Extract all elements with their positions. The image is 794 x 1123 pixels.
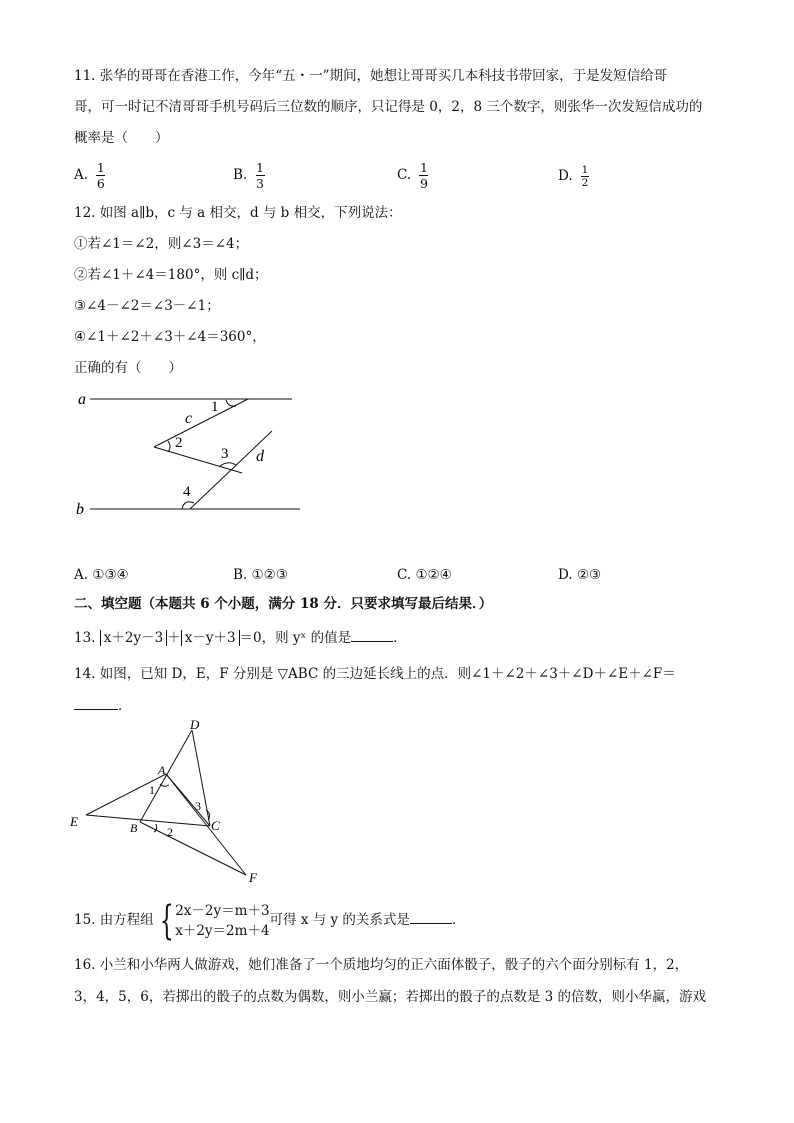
q12-option-a[interactable] — [74, 565, 129, 585]
label-1: 1 — [149, 783, 155, 797]
q15-line — [74, 897, 466, 944]
option-letter: D. — [558, 168, 573, 184]
q12-option-d[interactable] — [558, 565, 601, 585]
period: ． — [451, 912, 466, 928]
option-letter: C. — [397, 167, 412, 183]
label-d: D — [190, 717, 200, 732]
fraction: $\frac{1}{9}$ — [419, 160, 428, 191]
line-e-c — [86, 815, 210, 826]
option-letter: A. — [74, 167, 89, 183]
angle-3-arc — [220, 463, 236, 466]
option-letter: A. — [74, 567, 89, 583]
label-b: B — [130, 821, 138, 835]
label-4: 4 — [183, 484, 191, 500]
angle-1-arc — [226, 400, 236, 406]
answer-blank[interactable] — [74, 695, 118, 710]
label-f: F — [249, 870, 257, 885]
angle-4-arc — [182, 502, 194, 509]
q11-option-c[interactable] — [397, 160, 428, 191]
abs-value-2: x－y＋3 — [181, 630, 240, 646]
option-text: ②③ — [576, 567, 602, 583]
equation-1: 2x－2y＝m＋3 — [175, 902, 270, 919]
abs-value-1: x＋2y－3 — [100, 630, 167, 646]
q12-figure — [70, 385, 320, 525]
q11-option-a[interactable] — [74, 160, 105, 191]
angle-2-arc — [154, 824, 157, 832]
fraction: $\frac{1}{2}$ — [581, 164, 589, 189]
period: ． — [118, 698, 132, 714]
q16-line-2: 3，4，5，6，若掷出的骰子的点数为偶数，则小兰赢；若掷出的骰子的点数是 3 的倍数，则小华赢，游戏 — [74, 989, 707, 1005]
question-number: 13. — [74, 630, 96, 646]
option-letter: C. — [397, 567, 412, 583]
label-e: E — [70, 814, 78, 829]
label-a: A — [158, 763, 166, 777]
label-2: 2 — [167, 825, 173, 839]
q11-line-3: 概率是（ ） — [74, 130, 169, 146]
label-3: 3 — [221, 446, 229, 462]
option-letter: D. — [558, 567, 573, 583]
q12-intro: 12. 如图 a∥b，c 与 a 相交，d 与 b 相交，下列说法： — [74, 205, 402, 221]
line-a-f — [166, 774, 246, 875]
option-letter: B. — [233, 567, 248, 583]
line-segment — [154, 447, 242, 473]
section-heading: 二、填空题（本题共 6 个小题，满分 18 分．只要求填写最后结果．） — [74, 596, 493, 612]
brace: { — [159, 897, 174, 944]
equation-system — [154, 897, 270, 944]
q14-line-1: 14. 如图，已知 D，E，F 分别是 ▽ABC 的三边延长线上的点．则∠1＋∠2＋∠3＋∠D＋∠E＋∠F＝ — [74, 666, 676, 682]
q11-line-1: 11. 张华的哥哥在香港工作，今年“五・一”期间，她想让哥哥买几本科技书带回家，于是发短信给哥 — [74, 68, 668, 84]
label-c: C — [211, 818, 220, 833]
q15-suffix: 可得 x 与 y 的关系式是 — [269, 912, 410, 928]
label-c: c — [185, 410, 193, 427]
label-d: d — [256, 448, 264, 465]
q11-option-b[interactable] — [233, 160, 265, 191]
q13-line — [74, 627, 407, 648]
option-text: ①②③ — [251, 567, 288, 583]
option-letter: B. — [233, 167, 248, 183]
q11-option-d[interactable] — [558, 164, 589, 189]
q12-statement-1: ①若∠1＝∠2，则∠3＝∠4； — [74, 236, 249, 252]
angle-2-arc — [168, 441, 170, 452]
q12-statement-3: ③∠4－∠2＝∠3－∠1； — [74, 298, 220, 314]
q15-prefix: 15. 由方程组 — [74, 912, 154, 928]
q12-statement-4: ④∠1＋∠2＋∠3＋∠4＝360°， — [74, 329, 266, 345]
q13-text: ＝0，则 yˣ 的值是 — [239, 630, 352, 646]
q11-line-2: 哥，可一时记不清哥哥手机号码后三位数的顺序，只记得是 0，2，8 三个数字，则张华一次发短信成功的 — [74, 99, 703, 115]
label-3: 3 — [195, 799, 201, 813]
label-2: 2 — [175, 435, 183, 451]
label-b: b — [76, 501, 84, 518]
equation-2: x＋2y＝2m＋4 — [175, 922, 270, 939]
plus-sign: ＋ — [167, 630, 181, 646]
option-text: ①③④ — [92, 567, 129, 583]
q12-statement-2: ②若∠1＋∠4＝180°，则 c∥d； — [74, 267, 268, 283]
q14-figure — [66, 712, 276, 887]
q16-line-1: 16. 小兰和小华两人做游戏，她们准备了一个质地均匀的正六面体骰子，骰子的六个面分别标有 1，2， — [74, 957, 689, 973]
label-a: a — [78, 391, 86, 408]
answer-blank[interactable] — [351, 627, 393, 642]
fraction: $\frac{1}{3}$ — [256, 160, 264, 191]
line-d — [190, 431, 272, 509]
q12-option-c[interactable] — [397, 565, 452, 585]
line-b-d — [140, 730, 192, 822]
q12-prompt: 正确的有（ ） — [74, 360, 182, 376]
answer-blank[interactable] — [410, 909, 452, 924]
option-text: ①②④ — [415, 567, 452, 583]
period: ． — [393, 630, 407, 646]
fraction: $\frac{1}{6}$ — [96, 160, 105, 191]
q12-option-b[interactable] — [233, 565, 288, 585]
label-1: 1 — [211, 399, 219, 415]
